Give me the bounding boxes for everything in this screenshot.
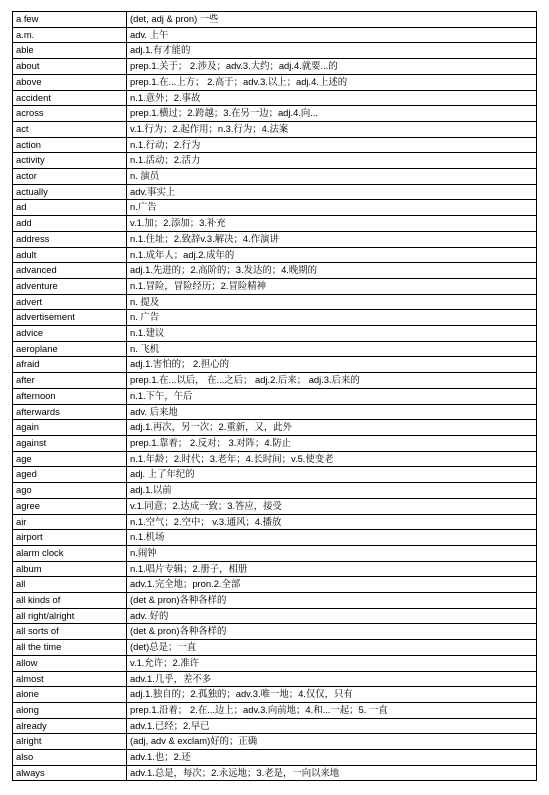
meaning-cell: n.1.活动；2.活力 [127,153,537,169]
meaning-cell: n.1.行动；2.行为 [127,137,537,153]
meaning-cell: v.1.同意；2.达成一致；3.答应，接受 [127,498,537,514]
meaning-cell: adj.1.先进的；2.高阶的；3.发达的；4.晚期的 [127,263,537,279]
word-cell: accident [13,90,127,106]
vocabulary-row [13,326,537,342]
meaning-cell: adv.事实上 [127,184,537,200]
meaning-cell: adj.1.有才能的 [127,43,537,59]
word-cell: able [13,43,127,59]
meaning-cell: (det & pron)各种各样的 [127,593,537,609]
word-cell: all sorts of [13,624,127,640]
word-cell: ad [13,200,127,216]
word-cell: across [13,106,127,122]
vocabulary-row [13,137,537,153]
word-cell: a few [13,12,127,28]
vocabulary-row [13,12,537,28]
meaning-cell: n. 演员 [127,169,537,185]
word-cell: advice [13,326,127,342]
word-cell: all kinds of [13,593,127,609]
vocabulary-row [13,750,537,766]
vocabulary-row [13,514,537,530]
meaning-cell: adv.1.总是，每次；2.永远地；3.老是，一向以来地 [127,765,537,781]
word-cell: all [13,577,127,593]
meaning-cell: n. 飞机 [127,341,537,357]
word-cell: also [13,750,127,766]
vocabulary-row [13,59,537,75]
vocabulary-row [13,184,537,200]
vocabulary-row [13,231,537,247]
meaning-cell: n.1.建议 [127,326,537,342]
meaning-cell: v.1.行为；2.起作用；n.3.行为；4.法案 [127,121,537,137]
word-cell: against [13,435,127,451]
word-cell: almost [13,671,127,687]
meaning-cell: n.1.年龄；2.时代；3.老年；4.长时间；v.5.使变老 [127,451,537,467]
meaning-cell: n.1.机场 [127,530,537,546]
meaning-cell: adv. 后来地 [127,404,537,420]
meaning-cell: n. 广告 [127,310,537,326]
word-cell: above [13,74,127,90]
word-cell: afraid [13,357,127,373]
vocabulary-row [13,498,537,514]
meaning-cell: v.1.允许；2.准许 [127,655,537,671]
vocabulary-row [13,294,537,310]
word-cell: adventure [13,278,127,294]
meaning-cell: adj.1.以前 [127,483,537,499]
vocabulary-row [13,121,537,137]
meaning-cell: adv. 上午 [127,27,537,43]
vocabulary-row [13,734,537,750]
vocabulary-row [13,467,537,483]
vocabulary-row [13,545,537,561]
meaning-cell: adv.1.几乎，差不多 [127,671,537,687]
vocabulary-row [13,687,537,703]
vocabulary-row [13,169,537,185]
word-cell: advertisement [13,310,127,326]
vocabulary-row [13,702,537,718]
word-cell: add [13,216,127,232]
vocabulary-row [13,357,537,373]
meaning-cell: adv.1.也；2.还 [127,750,537,766]
meaning-cell: n. 提及 [127,294,537,310]
word-cell: all the time [13,640,127,656]
meaning-cell: n.1.冒险，冒险经历；2.冒险精神 [127,278,537,294]
word-cell: ago [13,483,127,499]
meaning-cell: (det & pron)各种各样的 [127,624,537,640]
vocabulary-row [13,451,537,467]
vocabulary-row [13,640,537,656]
word-cell: already [13,718,127,734]
meaning-cell: v.1.加；2.添加；3.补充 [127,216,537,232]
vocabulary-row [13,624,537,640]
vocabulary-row [13,263,537,279]
word-cell: always [13,765,127,781]
word-cell: advanced [13,263,127,279]
meaning-cell: prep.1.靠着； 2.反对； 3.对阵；4.防止 [127,435,537,451]
vocabulary-row [13,373,537,389]
meaning-cell: adj.1.再次，另一次；2.重新，又，此外 [127,420,537,436]
vocabulary-row [13,43,537,59]
meaning-cell: adv.1.完全地；pron.2.全部 [127,577,537,593]
word-cell: allow [13,655,127,671]
word-cell: afterwards [13,404,127,420]
word-cell: album [13,561,127,577]
vocabulary-row [13,404,537,420]
vocabulary-row [13,200,537,216]
meaning-cell: adv. 好的 [127,608,537,624]
word-cell: act [13,121,127,137]
meaning-cell: adv.1.已经；2.早已 [127,718,537,734]
meaning-cell: (det)总是；一直 [127,640,537,656]
vocabulary-row [13,608,537,624]
meaning-cell: n.1.成年人；adj.2.成年的 [127,247,537,263]
meaning-cell: adj.1.独自的；2.孤独的；adv.3.唯一地；4.仅仅，只有 [127,687,537,703]
meaning-cell: prep.1.在...上方； 2.高于；adv.3.以上；adj.4.上述的 [127,74,537,90]
vocabulary-row [13,247,537,263]
vocabulary-row [13,74,537,90]
vocabulary-table [12,11,537,781]
vocabulary-row [13,577,537,593]
meaning-cell: n.1.意外；2.事故 [127,90,537,106]
vocabulary-row [13,420,537,436]
meaning-cell: (adj, adv & exclam)好的；正确 [127,734,537,750]
word-cell: activity [13,153,127,169]
vocabulary-row [13,671,537,687]
vocabulary-row [13,278,537,294]
meaning-cell: prep.1.横过；2.跨越；3.在另一边；adj.4.向... [127,106,537,122]
word-cell: a.m. [13,27,127,43]
vocabulary-row [13,341,537,357]
vocabulary-row [13,388,537,404]
vocabulary-row [13,718,537,734]
vocabulary-row [13,765,537,781]
word-cell: airport [13,530,127,546]
word-cell: along [13,702,127,718]
meaning-cell: n.1.住址；2.致辞v.3.解决；4.作演讲 [127,231,537,247]
meaning-cell: n.1.下午，午后 [127,388,537,404]
vocabulary-row [13,435,537,451]
word-cell: about [13,59,127,75]
word-cell: alone [13,687,127,703]
vocabulary-row [13,655,537,671]
word-cell: age [13,451,127,467]
word-cell: air [13,514,127,530]
word-cell: advert [13,294,127,310]
meaning-cell: adj. 上了年纪的 [127,467,537,483]
word-cell: address [13,231,127,247]
vocabulary-row [13,310,537,326]
vocabulary-row [13,27,537,43]
word-cell: again [13,420,127,436]
word-cell: afternoon [13,388,127,404]
word-cell: alright [13,734,127,750]
vocabulary-row [13,216,537,232]
vocabulary-row [13,561,537,577]
meaning-cell: prep.1.沿着； 2.在...边上；adv.3.向前地；4.和...一起；5. 一直 [127,702,537,718]
word-cell: adult [13,247,127,263]
meaning-cell: n.1.唱片专辑；2.册子，相册 [127,561,537,577]
word-cell: aeroplane [13,341,127,357]
vocabulary-row [13,593,537,609]
word-cell: after [13,373,127,389]
word-cell: aged [13,467,127,483]
word-cell: alarm clock [13,545,127,561]
word-cell: actually [13,184,127,200]
meaning-cell: adj.1.害怕的； 2.担心的 [127,357,537,373]
meaning-cell: n.广告 [127,200,537,216]
word-cell: all right/alright [13,608,127,624]
vocabulary-row [13,153,537,169]
meaning-cell: n.1.空气；2.空中； v.3.通风；4.播放 [127,514,537,530]
vocabulary-row [13,483,537,499]
word-cell: action [13,137,127,153]
word-cell: actor [13,169,127,185]
meaning-cell: (det, adj & pron) 一些 [127,12,537,28]
vocabulary-table-body [13,12,537,781]
word-cell: agree [13,498,127,514]
vocabulary-row [13,530,537,546]
vocabulary-row [13,106,537,122]
vocabulary-row [13,90,537,106]
meaning-cell: prep.1.关于； 2.涉及；adv.3.大约；adj.4.就要...的 [127,59,537,75]
meaning-cell: prep.1.在...以后， 在...之后； adj.2.后来； adj.3.后来的 [127,373,537,389]
meaning-cell: n.闹钟 [127,545,537,561]
